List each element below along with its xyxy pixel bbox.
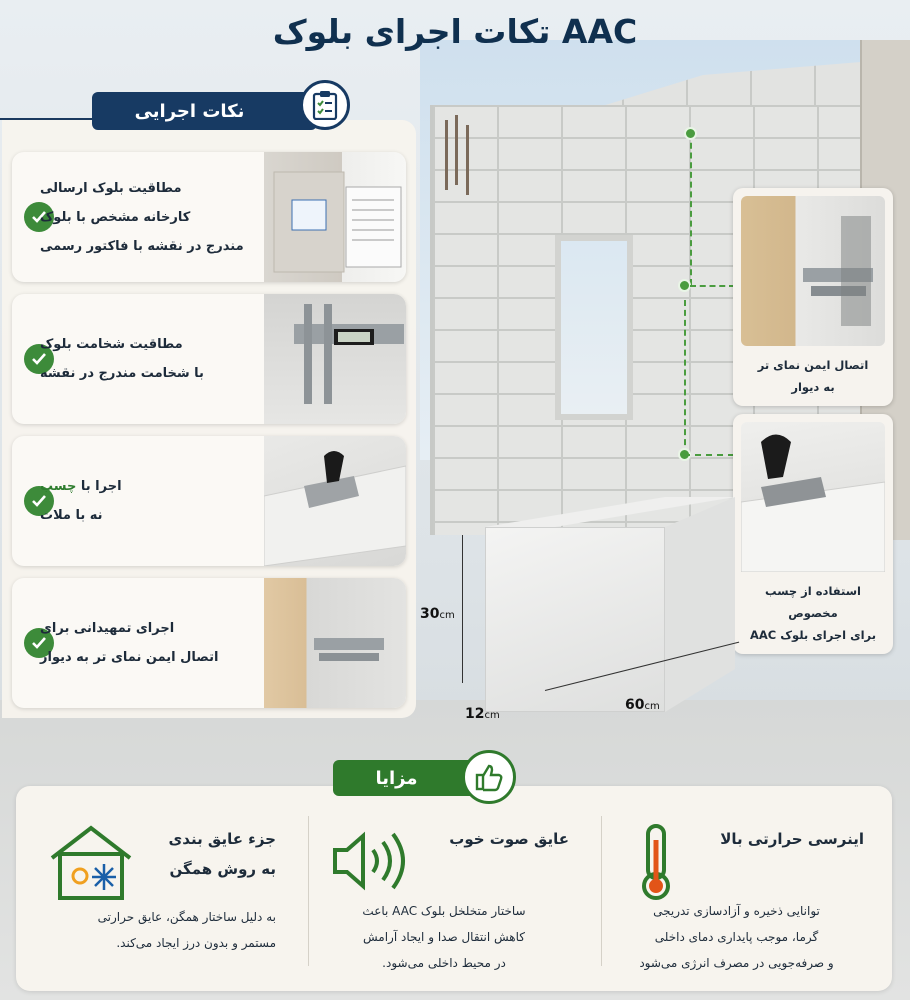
rebar [466, 125, 469, 195]
rebar [445, 120, 448, 190]
advantage-body-line: توانایی ذخیره و آزادسازی تدریجی [653, 904, 820, 918]
thumbs-up-icon [462, 750, 516, 804]
advantages-header-label: مزایا [375, 767, 418, 789]
tip-line: مطاقیت شخامت بلوک [40, 337, 183, 352]
advantage-title-line: جزء عایق بندی [168, 830, 276, 848]
glue-application-closeup-photo [741, 422, 885, 572]
advantage-body-line: به دلیل ساختار همگن، عایق حرارتی [97, 910, 276, 924]
tip-line: کارخانه مشخص با بلوک [40, 209, 191, 225]
tip-card-thickness [12, 294, 406, 424]
connector-line [684, 454, 734, 456]
house-insulation-icon [46, 822, 136, 906]
callout-special-glue [733, 414, 893, 654]
advantage-sound [309, 786, 599, 991]
glue-trowel-photo [264, 436, 406, 566]
clipboard-checklist-icon [300, 80, 350, 130]
facade-anchor-closeup-photo [741, 196, 885, 346]
speaker-sound-icon [329, 826, 409, 900]
width-dimension: 12cm [465, 706, 500, 722]
tip-card-facade-anchor [12, 578, 406, 708]
height-dimension-line [462, 535, 463, 683]
aac-block [470, 497, 735, 712]
advantage-title [720, 824, 864, 854]
callout-facade-anchor [733, 188, 893, 406]
page-title: تکات اجرای بلوک AAC [272, 12, 638, 51]
tip-line: مندرج در نقشه با فاکتور رسمی [40, 238, 244, 254]
advantage-title-line: به روش همگن [169, 860, 276, 878]
advantage-body-line: گرما، موجب پایداری دمای داخلی [654, 930, 819, 944]
connector-line [690, 133, 692, 285]
advantage-title-line: اینرسی حرارتی بالا [720, 830, 864, 848]
advantage-body [319, 898, 569, 976]
advantage-body-line: و صرفه‌جویی در مصرف انرژی می‌شود [639, 956, 834, 970]
tip-line: با شخامت مندرج در نقشه [40, 366, 204, 381]
callout-line: برای اجرای بلوک AAC [749, 628, 877, 642]
connector-dot [684, 127, 697, 140]
facade-anchor-photo [264, 578, 406, 708]
connector-line [690, 285, 735, 287]
tip-line: اجرای تمهیدانی برای [40, 621, 175, 636]
advantage-body [36, 904, 276, 956]
advantage-title [449, 824, 569, 854]
advantage-title-line: عایق صوت خوب [449, 830, 569, 848]
tip-line: نه با ملات [40, 508, 103, 523]
tip-card-block-conformity [12, 152, 406, 282]
pallet-and-invoice-photo [264, 152, 406, 282]
tip-line [40, 472, 122, 501]
advantage-body-line: مستمر و بدون درز ایجاد می‌کند. [116, 936, 276, 950]
window-opening [555, 235, 633, 420]
advantage-insulation [16, 786, 306, 991]
glue-highlight: چسب [40, 479, 77, 494]
advantage-thermal [602, 786, 892, 991]
advantages-panel [16, 786, 892, 991]
advantages-header [333, 760, 478, 796]
tip-line: اتصال ایمن نمای تر به دیوار [40, 650, 219, 665]
advantage-body-line: ساختار متخلخل بلوک AAC باعث [362, 904, 526, 918]
rebar [455, 115, 458, 185]
tip-prefix: اجرا با [76, 479, 122, 494]
tip-card-glue [12, 436, 406, 566]
connector-line [684, 300, 686, 455]
callout-line: استفاده از چسب مخصوص [765, 584, 861, 620]
advantage-body [609, 898, 864, 976]
height-dimension: 30cm [420, 606, 455, 622]
callout-line: به دیوار [791, 380, 835, 394]
length-dimension: 60cm [625, 697, 660, 713]
callout-line: اتصال ایمن نمای تر [757, 358, 869, 372]
tip-line: مطاقیت بلوک ارسالی [40, 180, 182, 196]
tips-header [92, 92, 317, 130]
advantage-body-line: در محیط داخلی می‌شود. [382, 956, 506, 970]
thermometer-icon [636, 822, 676, 906]
advantage-title [169, 824, 276, 884]
caliper-measurement-photo [264, 294, 406, 424]
advantage-body-line: کاهش انتقال صدا و ایجاد آرامش [362, 930, 526, 944]
tips-header-label: نکات اجرایی [134, 100, 245, 122]
